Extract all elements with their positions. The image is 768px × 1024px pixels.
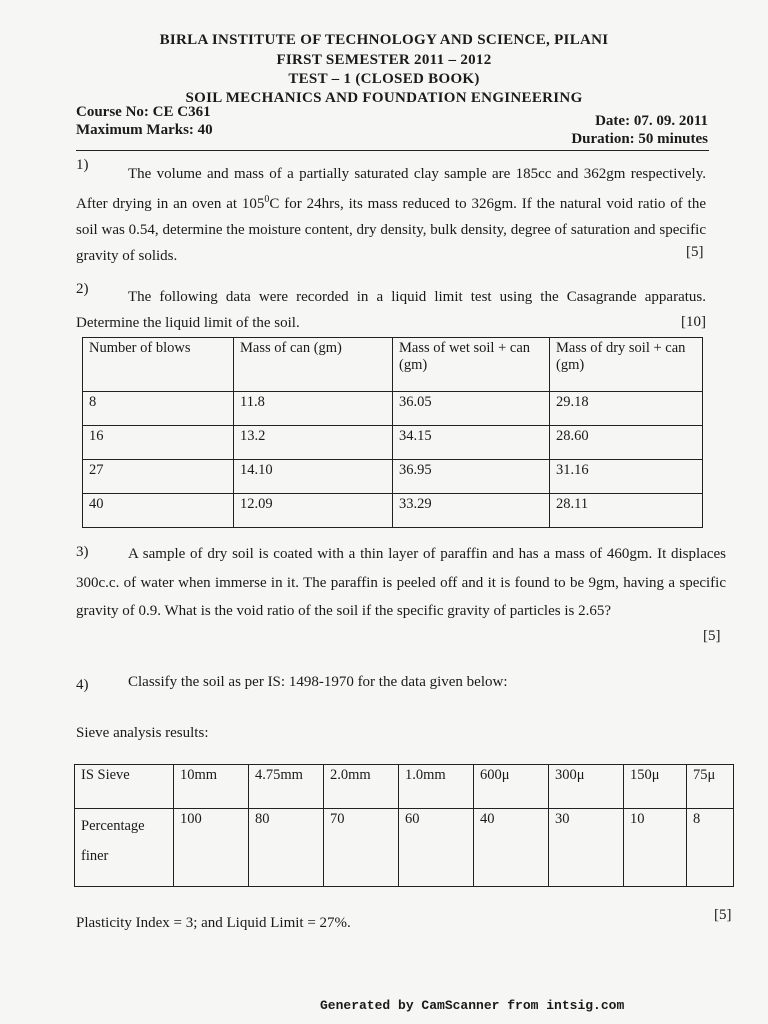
table-cell: 10mm bbox=[174, 765, 249, 809]
table-cell: 14.10 bbox=[234, 460, 393, 494]
table-row bbox=[83, 426, 703, 460]
table-cell: 28.60 bbox=[550, 426, 703, 460]
q2-text: The following data were recorded in a liquid limit test using the Casagrande apparatus. Determine the liquid limit of the soil. bbox=[76, 289, 706, 331]
question-3-number: 3) bbox=[76, 544, 89, 560]
table-header-cell: Mass of wet soil + can (gm) bbox=[393, 338, 550, 392]
q1-part-b: C for 24hrs, its mass reduced to 326gm. If the natural void ratio of the soil was 0.54, determine the moisture content, dry density, bulk density, degree of saturation and specific gravity of solids. bbox=[76, 196, 706, 264]
table-cell: 34.15 bbox=[393, 426, 550, 460]
question-2-marks: [10] bbox=[681, 314, 706, 330]
table-cell: 16 bbox=[83, 426, 234, 460]
table-cell: 33.29 bbox=[393, 494, 550, 528]
course-title: SOIL MECHANICS AND FOUNDATION ENGINEERING bbox=[185, 90, 583, 106]
plasticity-liquid-limit: Plasticity Index = 3; and Liquid Limit = 27%. bbox=[76, 915, 351, 931]
header-divider bbox=[76, 150, 709, 151]
table-cell: 300μ bbox=[549, 765, 624, 809]
test-title: TEST – 1 (CLOSED BOOK) bbox=[288, 71, 480, 87]
table-cell: 28.11 bbox=[550, 494, 703, 528]
maximum-marks: Maximum Marks: 40 bbox=[76, 122, 213, 138]
table-cell: 31.16 bbox=[550, 460, 703, 494]
table-cell: 75μ bbox=[687, 765, 734, 809]
q1-part-a: The volume and mass of a partially saturated clay sample are 185cc and 362gm respectively. After drying in an oven at 105 bbox=[76, 166, 706, 212]
table-row bbox=[83, 494, 703, 528]
question-4-number: 4) bbox=[76, 677, 89, 693]
table-cell: IS Sieve bbox=[75, 765, 174, 809]
table-cell: 8 bbox=[83, 392, 234, 426]
table-cell: 40 bbox=[83, 494, 234, 528]
table-cell: 8 bbox=[687, 809, 734, 887]
course-number: Course No: CE C361 bbox=[76, 104, 211, 120]
table-cell: 29.18 bbox=[550, 392, 703, 426]
table-cell: 60 bbox=[399, 809, 474, 887]
table-cell: 2.0mm bbox=[324, 765, 399, 809]
table-cell: 13.2 bbox=[234, 426, 393, 460]
q1-superscript: 0 bbox=[264, 194, 270, 205]
table-cell: 12.09 bbox=[234, 494, 393, 528]
table-cell: 1.0mm bbox=[399, 765, 474, 809]
table-cell: 11.8 bbox=[234, 392, 393, 426]
table-cell: 10 bbox=[624, 809, 687, 887]
scanner-watermark: Generated by CamScanner from intsig.com bbox=[320, 998, 625, 1013]
table-row bbox=[83, 392, 703, 426]
question-4-text: Classify the soil as per IS: 1498-1970 for the data given below: bbox=[128, 674, 508, 690]
question-3-text bbox=[76, 540, 726, 626]
question-3-marks: [5] bbox=[703, 628, 721, 644]
table-row bbox=[75, 765, 734, 809]
question-4-marks: [5] bbox=[714, 907, 732, 923]
table-cell: 36.95 bbox=[393, 460, 550, 494]
table-header-cell: Mass of can (gm) bbox=[234, 338, 393, 392]
institute-name: BIRLA INSTITUTE OF TECHNOLOGY AND SCIENCE, PILANI bbox=[159, 32, 609, 48]
sieve-analysis-label: Sieve analysis results: bbox=[76, 725, 209, 741]
table-cell: 30 bbox=[549, 809, 624, 887]
semester: FIRST SEMESTER 2011 – 2012 bbox=[276, 52, 492, 68]
table-cell: Percentage finer bbox=[75, 809, 174, 887]
table-cell: 4.75mm bbox=[249, 765, 324, 809]
q3-text: A sample of dry soil is coated with a thin layer of paraffin and has a mass of 460gm. It displaces 300c.c. of water when immerse in it. The paraffin is peeled off and it is found to be 9gm, having a specific gravity of 0.9. What is the void ratio of the soil if the specific gravity of particles is 2.65? bbox=[76, 546, 726, 619]
question-1-number: 1) bbox=[76, 157, 89, 173]
question-1-marks: [5] bbox=[686, 244, 704, 260]
table-cell: 100 bbox=[174, 809, 249, 887]
table-row bbox=[83, 460, 703, 494]
question-2-text bbox=[76, 284, 706, 336]
sieve-analysis-table bbox=[74, 764, 734, 887]
table-header-cell: Number of blows bbox=[83, 338, 234, 392]
table-cell: 27 bbox=[83, 460, 234, 494]
table-header-cell: Mass of dry soil + can (gm) bbox=[550, 338, 703, 392]
liquid-limit-table bbox=[82, 337, 703, 528]
table-cell: 40 bbox=[474, 809, 549, 887]
table-cell: 36.05 bbox=[393, 392, 550, 426]
table-cell: 150μ bbox=[624, 765, 687, 809]
table-cell: 600μ bbox=[474, 765, 549, 809]
question-2-number: 2) bbox=[76, 281, 89, 297]
table-header-row bbox=[83, 338, 703, 392]
table-cell: 70 bbox=[324, 809, 399, 887]
duration: Duration: 50 minutes bbox=[571, 131, 708, 147]
question-1-text bbox=[76, 161, 706, 269]
table-row bbox=[75, 809, 734, 887]
table-cell: 80 bbox=[249, 809, 324, 887]
exam-date: Date: 07. 09. 2011 bbox=[595, 113, 708, 129]
